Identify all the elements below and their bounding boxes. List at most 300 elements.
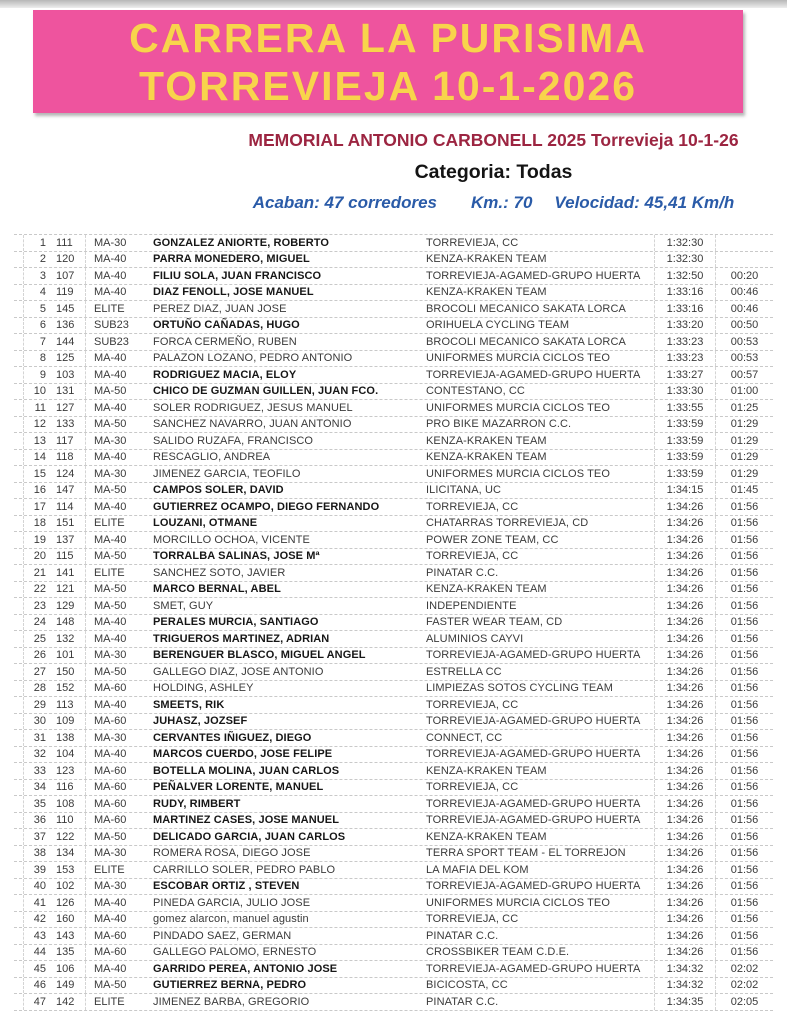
category-cell: MA-60 xyxy=(94,715,127,728)
team-cell: INDEPENDIENTE xyxy=(420,598,655,614)
bib-number-cell: 153 xyxy=(48,862,86,878)
team-cell: UNIFORMES MURCIA CICLOS TEO xyxy=(420,466,655,482)
category-cell: MA-50 xyxy=(94,979,127,992)
row-left-spacer xyxy=(14,417,24,433)
rider-name-cell: FORCA CERMEÑO, RUBEN xyxy=(153,335,297,348)
position-cell: 22 xyxy=(33,583,46,596)
row-left-spacer xyxy=(14,483,24,499)
team-cell: KENZA-KRAKEN TEAM xyxy=(420,582,655,598)
team-cell: TORREVIEJA-AGAMED-GRUPO HUERTA xyxy=(420,648,655,664)
category-cell: MA-40 xyxy=(94,451,127,464)
row-left-spacer xyxy=(14,532,24,548)
gap-cell: 00:57 xyxy=(730,368,759,381)
bib-number-cell: 149 xyxy=(48,978,86,994)
bib-number-cell: 103 xyxy=(48,367,86,383)
bib-number-cell: 115 xyxy=(48,549,86,565)
rider-name-cell: JUHASZ, JOZSEF xyxy=(153,715,248,728)
position-cell: 4 xyxy=(39,286,46,299)
rider-name-cell: PARRA MONEDERO, MIGUEL xyxy=(153,253,310,266)
rider-name-cell: GUTIERREZ OCAMPO, DIEGO FERNANDO xyxy=(153,500,380,513)
category-cell: MA-50 xyxy=(94,550,127,563)
bib-number-cell: 123 xyxy=(48,763,86,779)
table-row xyxy=(14,516,773,533)
category-cell: MA-40 xyxy=(94,896,127,909)
time-cell: 1:33:20 xyxy=(655,318,716,334)
bib-number-cell: 135 xyxy=(48,945,86,961)
position-cell: 40 xyxy=(33,880,46,893)
team-cell: KENZA-KRAKEN TEAM xyxy=(420,433,655,449)
gap-cell: 01:56 xyxy=(730,715,759,728)
row-left-spacer xyxy=(14,450,24,466)
gap-cell: 01:56 xyxy=(730,616,759,629)
bib-number-cell: 150 xyxy=(48,664,86,680)
rider-name-cell: JIMENEZ BARBA, GREGORIO xyxy=(153,995,310,1008)
gap-cell: 00:46 xyxy=(730,286,759,299)
time-cell: 1:34:26 xyxy=(655,813,716,829)
gap-cell: 01:29 xyxy=(730,418,759,431)
bib-number-cell: 151 xyxy=(48,516,86,532)
finishers-stat: Acaban: 47 corredores xyxy=(252,193,437,212)
position-cell: 8 xyxy=(39,352,46,365)
row-left-spacer xyxy=(14,994,24,1010)
category-cell: MA-40 xyxy=(94,368,127,381)
bib-number-cell: 116 xyxy=(48,780,86,796)
bib-number-cell: 127 xyxy=(48,400,86,416)
time-cell: 1:34:26 xyxy=(655,549,716,565)
rider-name-cell: PERALES MURCIA, SANTIAGO xyxy=(153,616,319,629)
gap-cell: 01:56 xyxy=(730,533,759,546)
row-left-spacer xyxy=(14,235,24,251)
table-row xyxy=(14,499,773,516)
table-row xyxy=(14,747,773,764)
rider-name-cell: MARTINEZ CASES, JOSE MANUEL xyxy=(153,814,340,827)
gap-cell: 01:56 xyxy=(730,599,759,612)
rider-name-cell: BOTELLA MOLINA, JUAN CARLOS xyxy=(153,764,340,777)
gap-cell: 02:02 xyxy=(730,962,759,975)
team-cell: PINATAR C.C. xyxy=(420,928,655,944)
position-cell: 20 xyxy=(33,550,46,563)
time-cell: 1:34:26 xyxy=(655,747,716,763)
position-cell: 23 xyxy=(33,599,46,612)
category-cell: MA-40 xyxy=(94,616,127,629)
category-cell: ELITE xyxy=(94,995,125,1008)
gap-cell: 02:05 xyxy=(730,995,759,1008)
bib-number-cell: 111 xyxy=(48,235,86,251)
bib-number-cell: 133 xyxy=(48,417,86,433)
bib-number-cell: 138 xyxy=(48,730,86,746)
table-row xyxy=(14,714,773,731)
category-cell: MA-40 xyxy=(94,698,127,711)
category-cell: ELITE xyxy=(94,566,125,579)
bib-number-cell: 129 xyxy=(48,598,86,614)
category-cell: MA-40 xyxy=(94,632,127,645)
bib-number-cell: 113 xyxy=(48,697,86,713)
row-left-spacer xyxy=(14,549,24,565)
position-cell: 15 xyxy=(33,467,46,480)
category-cell: MA-50 xyxy=(94,599,127,612)
table-row xyxy=(14,450,773,467)
time-cell: 1:34:26 xyxy=(655,582,716,598)
gap-cell: 00:53 xyxy=(730,352,759,365)
position-cell: 17 xyxy=(33,500,46,513)
time-cell: 1:34:26 xyxy=(655,829,716,845)
table-row xyxy=(14,912,773,929)
time-cell: 1:34:26 xyxy=(655,846,716,862)
time-cell: 1:33:59 xyxy=(655,433,716,449)
gap-cell: 01:56 xyxy=(730,781,759,794)
bib-number-cell: 110 xyxy=(48,813,86,829)
gap-cell: 01:56 xyxy=(730,880,759,893)
category-cell: MA-40 xyxy=(94,269,127,282)
rider-name-cell: CHICO DE GUZMAN GUILLEN, JUAN FCO. xyxy=(153,385,379,398)
time-cell: 1:34:26 xyxy=(655,565,716,581)
position-cell: 39 xyxy=(33,863,46,876)
time-cell: 1:34:26 xyxy=(655,862,716,878)
gap-cell: 01:45 xyxy=(730,484,759,497)
category-cell: MA-50 xyxy=(94,484,127,497)
gap-cell: 01:56 xyxy=(730,566,759,579)
table-row xyxy=(14,549,773,566)
table-row xyxy=(14,730,773,747)
speed-stat: Velocidad: 45,41 Km/h xyxy=(554,193,735,212)
bib-number-cell: 142 xyxy=(48,994,86,1010)
position-cell: 37 xyxy=(33,830,46,843)
row-left-spacer xyxy=(14,763,24,779)
rider-name-cell: CERVANTES IÑIGUEZ, DIEGO xyxy=(153,731,312,744)
rider-name-cell: RODRIGUEZ MACIA, ELOY xyxy=(153,368,297,381)
time-cell: 1:34:26 xyxy=(655,631,716,647)
position-cell: 30 xyxy=(33,715,46,728)
table-row xyxy=(14,945,773,962)
team-cell: PRO BIKE MAZARRON C.C. xyxy=(420,417,655,433)
table-row xyxy=(14,384,773,401)
row-left-spacer xyxy=(14,301,24,317)
team-cell: KENZA-KRAKEN TEAM xyxy=(420,285,655,301)
row-left-spacer xyxy=(14,615,24,631)
table-row xyxy=(14,235,773,252)
row-left-spacer xyxy=(14,928,24,944)
team-cell: LIMPIEZAS SOTOS CYCLING TEAM xyxy=(420,681,655,697)
rider-name-cell: GONZALEZ ANIORTE, ROBERTO xyxy=(153,236,330,249)
row-left-spacer xyxy=(14,648,24,664)
time-cell: 1:34:26 xyxy=(655,697,716,713)
position-cell: 13 xyxy=(33,434,46,447)
gap-cell: 01:56 xyxy=(730,847,759,860)
position-cell: 5 xyxy=(39,302,46,315)
team-cell: KENZA-KRAKEN TEAM xyxy=(420,763,655,779)
rider-name-cell: gomez alarcon, manuel agustin xyxy=(153,913,309,926)
position-cell: 12 xyxy=(33,418,46,431)
team-cell: UNIFORMES MURCIA CICLOS TEO xyxy=(420,351,655,367)
bib-number-cell: 144 xyxy=(48,334,86,350)
table-row xyxy=(14,466,773,483)
time-cell: 1:34:26 xyxy=(655,730,716,746)
gap-cell: 01:29 xyxy=(730,467,759,480)
table-row xyxy=(14,615,773,632)
row-left-spacer xyxy=(14,879,24,895)
table-row xyxy=(14,582,773,599)
bib-number-cell: 121 xyxy=(48,582,86,598)
gap-cell: 01:56 xyxy=(730,929,759,942)
row-left-spacer xyxy=(14,730,24,746)
rider-name-cell: GUTIERREZ BERNA, PEDRO xyxy=(153,979,307,992)
bib-number-cell: 124 xyxy=(48,466,86,482)
bib-number-cell: 114 xyxy=(48,499,86,515)
time-cell: 1:33:23 xyxy=(655,351,716,367)
time-cell: 1:33:27 xyxy=(655,367,716,383)
rider-name-cell: TRIGUEROS MARTINEZ, ADRIAN xyxy=(153,632,330,645)
position-cell: 2 xyxy=(39,253,46,266)
table-row xyxy=(14,846,773,863)
team-cell: LA MAFIA DEL KOM xyxy=(420,862,655,878)
table-row xyxy=(14,301,773,318)
team-cell: KENZA-KRAKEN TEAM xyxy=(420,450,655,466)
bib-number-cell: 107 xyxy=(48,268,86,284)
row-left-spacer xyxy=(14,516,24,532)
row-left-spacer xyxy=(14,598,24,614)
table-row xyxy=(14,681,773,698)
table-row xyxy=(14,664,773,681)
time-cell: 1:34:26 xyxy=(655,763,716,779)
time-cell: 1:33:16 xyxy=(655,285,716,301)
team-cell: ESTRELLA CC xyxy=(420,664,655,680)
rider-name-cell: GALLEGO DIAZ, JOSE ANTONIO xyxy=(153,665,324,678)
row-left-spacer xyxy=(14,862,24,878)
row-left-spacer xyxy=(14,681,24,697)
category-cell: MA-60 xyxy=(94,946,127,959)
position-cell: 7 xyxy=(39,335,46,348)
table-row xyxy=(14,813,773,830)
gap-cell: 01:56 xyxy=(730,517,759,530)
table-row xyxy=(14,879,773,896)
table-row xyxy=(14,631,773,648)
table-row xyxy=(14,532,773,549)
table-row xyxy=(14,334,773,351)
race-title-line2: TORREVIEJA 10-1-2026 xyxy=(138,62,638,109)
bib-number-cell: 120 xyxy=(48,252,86,268)
time-cell: 1:33:59 xyxy=(655,450,716,466)
table-row xyxy=(14,763,773,780)
position-cell: 31 xyxy=(33,731,46,744)
team-cell: TORREVIEJA, CC xyxy=(420,697,655,713)
category-cell: MA-60 xyxy=(94,682,127,695)
rider-name-cell: PEÑALVER LORENTE, MANUEL xyxy=(153,781,324,794)
category-cell: SUB23 xyxy=(94,335,129,348)
gap-cell: 01:56 xyxy=(730,682,759,695)
team-cell: TORREVIEJA-AGAMED-GRUPO HUERTA xyxy=(420,879,655,895)
team-cell: CHATARRAS TORREVIEJA, CD xyxy=(420,516,655,532)
table-row xyxy=(14,367,773,384)
bib-number-cell: 131 xyxy=(48,384,86,400)
gap-cell: 01:56 xyxy=(730,583,759,596)
rider-name-cell: DIAZ FENOLL, JOSE MANUEL xyxy=(153,286,314,299)
gap-cell: 01:56 xyxy=(730,665,759,678)
gap-cell: 01:56 xyxy=(730,649,759,662)
position-cell: 32 xyxy=(33,748,46,761)
table-row xyxy=(14,978,773,995)
time-cell: 1:33:23 xyxy=(655,334,716,350)
bib-number-cell: 118 xyxy=(48,450,86,466)
team-cell: CONNECT, CC xyxy=(420,730,655,746)
category-cell: MA-40 xyxy=(94,253,127,266)
team-cell: TORREVIEJA, CC xyxy=(420,499,655,515)
bib-number-cell: 104 xyxy=(48,747,86,763)
row-left-spacer xyxy=(14,631,24,647)
team-cell: TORREVIEJA, CC xyxy=(420,549,655,565)
position-cell: 10 xyxy=(33,385,46,398)
time-cell: 1:32:50 xyxy=(655,268,716,284)
time-cell: 1:34:26 xyxy=(655,796,716,812)
time-cell: 1:33:59 xyxy=(655,466,716,482)
category-cell: MA-60 xyxy=(94,764,127,777)
position-cell: 11 xyxy=(34,401,46,414)
category-cell: ELITE xyxy=(94,302,125,315)
category-cell: MA-30 xyxy=(94,434,127,447)
rider-name-cell: DELICADO GARCIA, JUAN CARLOS xyxy=(153,830,346,843)
table-row xyxy=(14,928,773,945)
position-cell: 34 xyxy=(33,781,46,794)
race-stats-line xyxy=(200,193,787,213)
gap-cell: 00:20 xyxy=(730,269,759,282)
bib-number-cell: 160 xyxy=(48,912,86,928)
row-left-spacer xyxy=(14,780,24,796)
time-cell: 1:34:26 xyxy=(655,714,716,730)
time-cell: 1:32:30 xyxy=(655,235,716,251)
row-left-spacer xyxy=(14,846,24,862)
team-cell: POWER ZONE TEAM, CC xyxy=(420,532,655,548)
team-cell: TORREVIEJA-AGAMED-GRUPO HUERTA xyxy=(420,367,655,383)
gap-cell: 01:56 xyxy=(730,946,759,959)
category-cell: MA-40 xyxy=(94,286,127,299)
bib-number-cell: 143 xyxy=(48,928,86,944)
bib-number-cell: 122 xyxy=(48,829,86,845)
bib-number-cell: 102 xyxy=(48,879,86,895)
row-left-spacer xyxy=(14,433,24,449)
gap-cell: 01:56 xyxy=(730,550,759,563)
rider-name-cell: MARCO BERNAL, ABEL xyxy=(153,583,281,596)
team-cell: BROCOLI MECANICO SAKATA LORCA xyxy=(420,301,655,317)
row-left-spacer xyxy=(14,895,24,911)
row-left-spacer xyxy=(14,252,24,268)
bib-number-cell: 108 xyxy=(48,796,86,812)
category-heading: Categoria: Todas xyxy=(414,161,573,183)
time-cell: 1:33:30 xyxy=(655,384,716,400)
team-cell: TORREVIEJA-AGAMED-GRUPO HUERTA xyxy=(420,796,655,812)
rider-name-cell: GALLEGO PALOMO, ERNESTO xyxy=(153,946,317,959)
team-cell: FASTER WEAR TEAM, CD xyxy=(420,615,655,631)
team-cell: CONTESTANO, CC xyxy=(420,384,655,400)
time-cell: 1:34:26 xyxy=(655,879,716,895)
position-cell: 26 xyxy=(33,649,46,662)
time-cell: 1:34:15 xyxy=(655,483,716,499)
team-cell: TORREVIEJA-AGAMED-GRUPO HUERTA xyxy=(420,714,655,730)
team-cell: UNIFORMES MURCIA CICLOS TEO xyxy=(420,400,655,416)
row-left-spacer xyxy=(14,384,24,400)
table-row xyxy=(14,598,773,615)
row-left-spacer xyxy=(14,268,24,284)
gap-cell: 01:56 xyxy=(730,814,759,827)
row-left-spacer xyxy=(14,945,24,961)
position-cell: 45 xyxy=(33,962,46,975)
gap-cell: 02:02 xyxy=(730,979,759,992)
rider-name-cell: SANCHEZ SOTO, JAVIER xyxy=(153,566,286,579)
rider-name-cell: CARRILLO SOLER, PEDRO PABLO xyxy=(153,863,336,876)
table-row xyxy=(14,565,773,582)
team-cell: TORREVIEJA, CC xyxy=(420,912,655,928)
category-cell: MA-40 xyxy=(94,500,127,513)
category-cell: MA-40 xyxy=(94,748,127,761)
team-cell: TORREVIEJA-AGAMED-GRUPO HUERTA xyxy=(420,961,655,977)
bib-number-cell: 101 xyxy=(48,648,86,664)
scan-top-edge xyxy=(0,0,787,8)
team-cell: ALUMINIOS CAYVI xyxy=(420,631,655,647)
rider-name-cell: HOLDING, ASHLEY xyxy=(153,682,254,695)
rider-name-cell: MORCILLO OCHOA, VICENTE xyxy=(153,533,310,546)
team-cell: TERRA SPORT TEAM - EL TORREJON xyxy=(420,846,655,862)
category-cell: MA-40 xyxy=(94,352,127,365)
rider-name-cell: GARRIDO PEREA, ANTONIO JOSE xyxy=(153,962,338,975)
category-cell: MA-50 xyxy=(94,385,127,398)
category-cell: MA-40 xyxy=(94,533,127,546)
rider-name-cell: MARCOS CUERDO, JOSE FELIPE xyxy=(153,748,333,761)
gap-cell xyxy=(716,235,773,251)
time-cell: 1:34:26 xyxy=(655,681,716,697)
row-left-spacer xyxy=(14,582,24,598)
bib-number-cell: 141 xyxy=(48,565,86,581)
team-cell: ORIHUELA CYCLING TEAM xyxy=(420,318,655,334)
time-cell: 1:32:30 xyxy=(655,252,716,268)
gap-cell: 01:56 xyxy=(730,830,759,843)
gap-cell: 01:56 xyxy=(730,500,759,513)
time-cell: 1:34:26 xyxy=(655,664,716,680)
position-cell: 21 xyxy=(33,566,46,579)
row-left-spacer xyxy=(14,466,24,482)
row-left-spacer xyxy=(14,565,24,581)
category-cell: MA-60 xyxy=(94,929,127,942)
position-cell: 35 xyxy=(33,797,46,810)
time-cell: 1:33:16 xyxy=(655,301,716,317)
race-title-banner xyxy=(33,10,743,113)
gap-cell: 01:56 xyxy=(730,731,759,744)
rider-name-cell: JIMENEZ GARCIA, TEOFILO xyxy=(153,467,301,480)
time-cell: 1:33:59 xyxy=(655,417,716,433)
position-cell: 38 xyxy=(33,847,46,860)
table-row xyxy=(14,433,773,450)
category-cell: MA-40 xyxy=(94,401,127,414)
row-left-spacer xyxy=(14,697,24,713)
time-cell: 1:34:35 xyxy=(655,994,716,1010)
team-cell: TORREVIEJA-AGAMED-GRUPO HUERTA xyxy=(420,268,655,284)
row-left-spacer xyxy=(14,829,24,845)
time-cell: 1:34:26 xyxy=(655,532,716,548)
rider-name-cell: SALIDO RUZAFA, FRANCISCO xyxy=(153,434,314,447)
rider-name-cell: RUDY, RIMBERT xyxy=(153,797,241,810)
results-table xyxy=(14,234,773,1011)
team-cell: ILICITANA, UC xyxy=(420,483,655,499)
time-cell: 1:34:26 xyxy=(655,499,716,515)
table-row xyxy=(14,862,773,879)
time-cell: 1:34:26 xyxy=(655,516,716,532)
bib-number-cell: 126 xyxy=(48,895,86,911)
table-row xyxy=(14,829,773,846)
rider-name-cell: PINEDA GARCIA, JULIO JOSE xyxy=(153,896,311,909)
gap-cell: 01:56 xyxy=(730,748,759,761)
category-cell: ELITE xyxy=(94,517,125,530)
position-cell: 6 xyxy=(39,319,46,332)
time-cell: 1:34:26 xyxy=(655,648,716,664)
category-cell: MA-60 xyxy=(94,797,127,810)
table-row xyxy=(14,796,773,813)
